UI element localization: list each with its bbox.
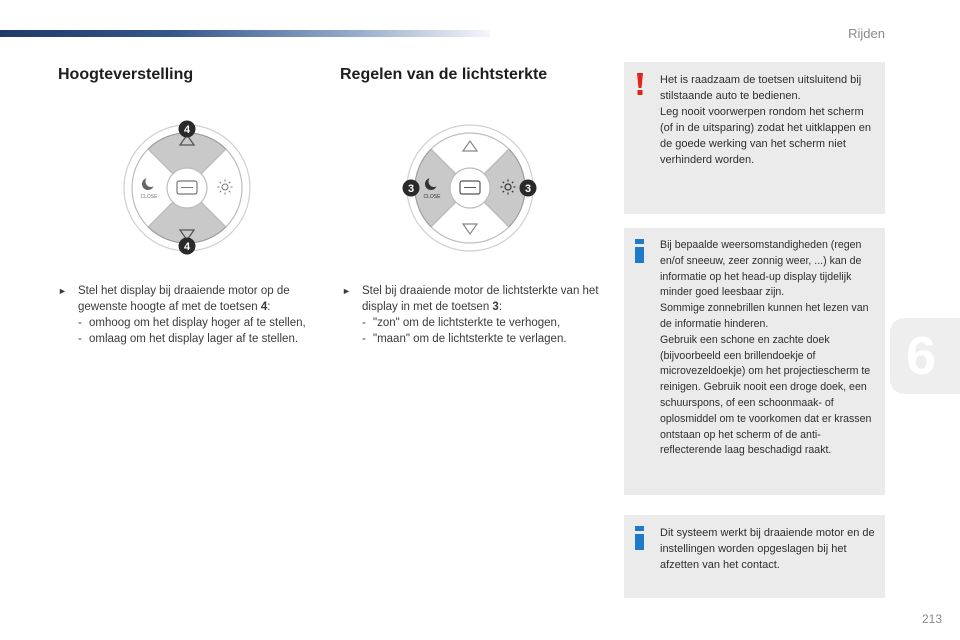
height-adjust-title: Hoogteverstelling bbox=[58, 66, 194, 83]
sub-item: - omhoog om het display hoger af te stellen, bbox=[78, 317, 306, 329]
sub-item-text: "maan" om de lichtsterkte te verlagen. bbox=[373, 333, 567, 345]
warning-box bbox=[624, 62, 885, 214]
info-box bbox=[624, 515, 885, 598]
close-label: CLOSE bbox=[423, 194, 441, 200]
header-gradient-bar bbox=[0, 30, 490, 37]
sub-item-text: "zon" om de lichtsterkte te verhogen, bbox=[373, 317, 561, 329]
info-text: Dit systeem werkt bij draaiende motor en de instellingen worden opgeslagen bij het afzetten van het contact. bbox=[660, 527, 875, 571]
warning-text: Het is raadzaam de toetsen uitsluitend bij stilstaande auto te bedienen. Leg nooit voorwerpen rondom het scherm (of in de uitsparing) zodat het uitklappen en de goede werking van het scherm niet verhinderd worden. bbox=[660, 74, 871, 166]
sub-item: - "zon" om de lichtsterkte te verhogen, bbox=[362, 317, 561, 329]
instruction-bullet bbox=[342, 283, 608, 315]
key-reference: 4 bbox=[260, 301, 268, 313]
chapter-number: 6 bbox=[905, 326, 937, 386]
info-icon bbox=[632, 525, 648, 551]
callout-number: 4 bbox=[183, 124, 191, 136]
brightness-control-diagram bbox=[400, 118, 540, 258]
info-box bbox=[624, 228, 885, 495]
page-number: 213 bbox=[921, 612, 942, 626]
instruction-bullet bbox=[58, 283, 326, 315]
bullet-marker: ► bbox=[58, 286, 67, 296]
instruction-text: Stel bij draaiende motor de lichtsterkte van het display in met de toetsen bbox=[362, 285, 599, 313]
instruction-punct: : bbox=[498, 301, 503, 313]
callout-number: 4 bbox=[183, 241, 191, 253]
instruction-text: Stel het display bij draaiende motor op de gewenste hoogte af met de toetsen bbox=[78, 285, 290, 313]
callout-number: 3 bbox=[407, 183, 415, 195]
sub-item: - omlaag om het display lager af te stellen. bbox=[78, 333, 299, 345]
chapter-tab bbox=[890, 318, 960, 394]
height-control-diagram bbox=[117, 118, 257, 258]
exclamation-icon bbox=[633, 72, 647, 96]
height-instructions bbox=[58, 283, 326, 347]
instruction-punct: : bbox=[267, 301, 271, 313]
sub-item-text: omhoog om het display hoger af te stellen, bbox=[89, 317, 306, 329]
info-icon bbox=[632, 238, 648, 264]
info-text: Bij bepaalde weersomstandigheden (regen en/of sneeuw, zeer zonnig weer, ...) kan de informatie op het head-up display tijdelijk minder goed leesbaar zijn. Sommige zonnebrillen kunnen het lezen van de informatie hinderen. Gebruik een schone en zachte doek (bijvoorbeeld een brillendoekje of microvezeldoekje) om het projectiescherm te reinigen. Gebruik nooit een droge doek, een schuurspons, of een schoonmaak- of oplosmiddel om te voorkomen dat er krassen ontstaan op het scherm of de anti-reflecterende laag beschadigd raakt. bbox=[660, 239, 872, 457]
close-label: CLOSE bbox=[140, 194, 158, 200]
brightness-title: Regelen van de lichtsterkte bbox=[340, 66, 548, 83]
sub-item: - "maan" om de lichtsterkte te verlagen. bbox=[362, 333, 567, 345]
section-title: Rijden bbox=[848, 26, 885, 41]
callout-number: 3 bbox=[524, 183, 532, 195]
key-reference: 3 bbox=[492, 301, 499, 313]
brightness-instructions bbox=[342, 283, 608, 347]
sub-item-text: omlaag om het display lager af te stellen. bbox=[89, 333, 299, 345]
bullet-marker: ► bbox=[342, 286, 351, 296]
